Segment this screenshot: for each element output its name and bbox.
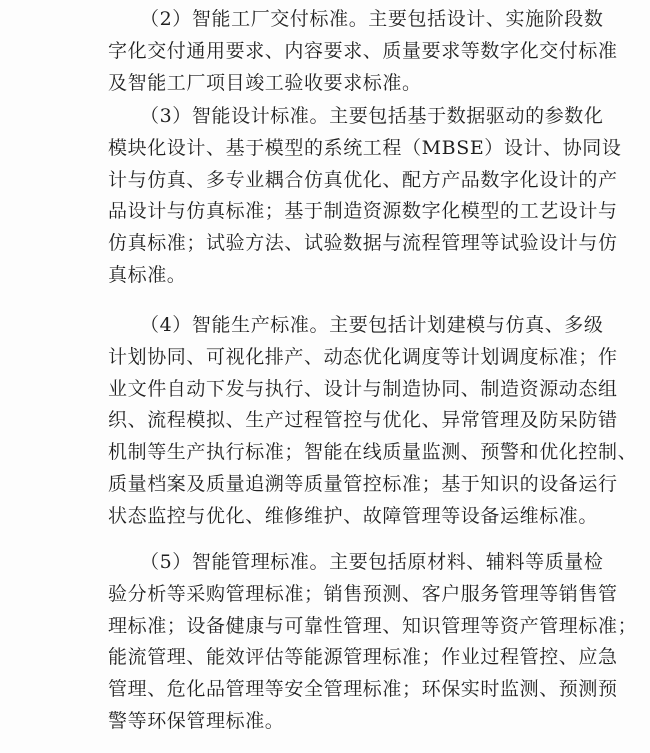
text-line: 模块化设计、基于模型的系统工程（MBSE）设计、协同设 [108,136,622,159]
text-line: 品设计与仿真标准；基于制造资源数字化模型的工艺设计与 [108,200,618,223]
text-line: 管理、危化品管理等安全管理标准；环保实时监测、预测预 [108,678,618,701]
paragraph-smart-management-standard [108,547,638,738]
text-line: 仿真标准；试验方法、试验数据与流程管理等试验设计与仿 [108,232,618,255]
text-line: 及智能工厂项目竣工验收要求标准。 [108,71,422,94]
text-line: （4）智能生产标准。主要包括计划建模与仿真、多级 [140,314,604,336]
text-line: 业文件自动下发与执行、设计与制造协同、制造资源动态组 [108,377,618,400]
text-line: 验分析等采购管理标准；销售预测、客户服务管理等销售管 [108,582,618,605]
text-line: 字化交付通用要求、内容要求、质量要求等数字化交付标准 [108,39,618,62]
text-line: 能流管理、能效评估等能源管理标准；作业过程管控、应急 [108,646,618,669]
text-line: （2）智能工厂交付标准。主要包括设计、实施阶段数 [140,8,604,30]
text-line: 警等环保管理标准。 [108,709,285,732]
text-line: 计划协同、可视化排产、动态优化调度等计划调度标准；作 [108,345,618,368]
paragraph-smart-factory-delivery-standard [108,4,618,99]
text-line: 理标准；设备健康与可靠性管理、知识管理等资产管理标准； [108,614,638,637]
text-line: 质量档案及质量追溯等质量管控标准；基于知识的设备运行 [108,472,618,495]
text-line: （5）智能管理标准。主要包括原材料、辅料等质量检 [140,551,604,573]
text-line: （3）智能设计标准。主要包括基于数据驱动的参数化 [140,105,604,127]
text-line: 计与仿真、多专业耦合仿真优化、配方产品数字化设计的产 [108,168,618,191]
text-line: 机制等生产执行标准；智能在线质量监测、预警和优化控制、 [108,441,638,464]
text-line: 织、流程模拟、生产过程管控与优化、异常管理及防呆防错 [108,409,618,432]
text-line: 状态监控与优化、维修维护、故障管理等设备运维标准。 [108,504,599,527]
paragraph-smart-production-standard [108,310,638,533]
text-line: 真标准。 [108,263,187,286]
paragraph-smart-design-standard [108,101,622,292]
